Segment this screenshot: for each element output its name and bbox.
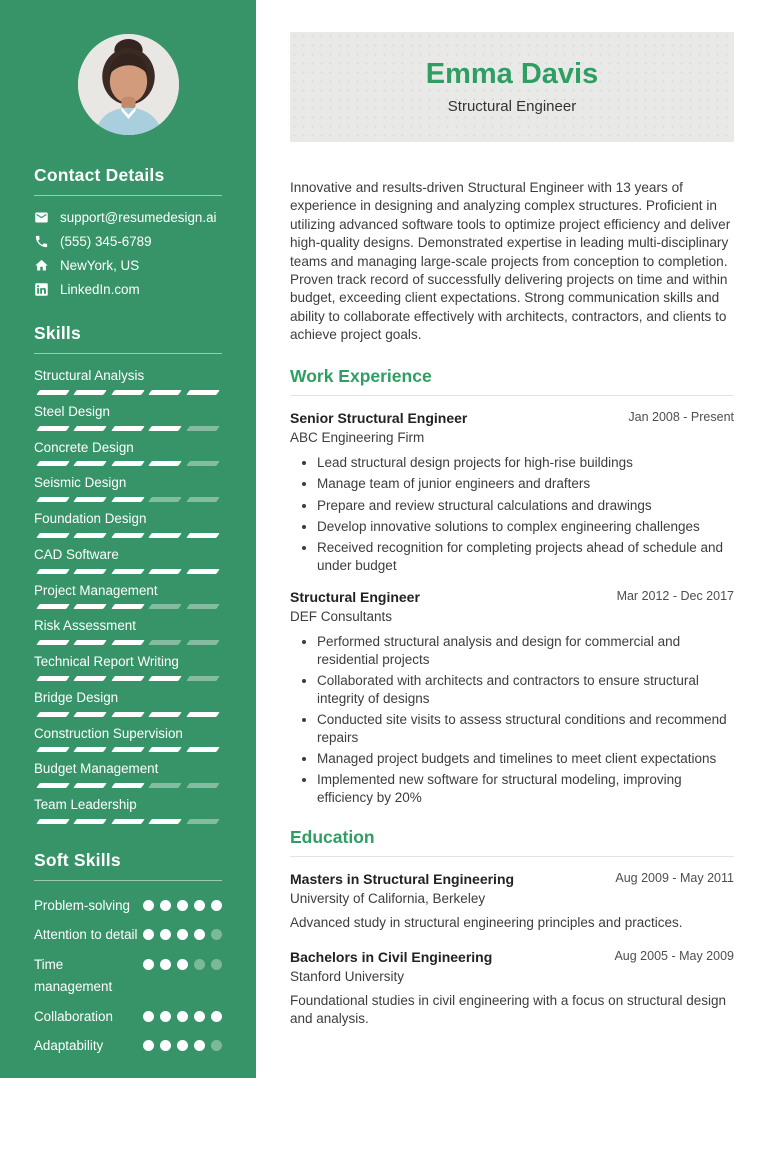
- education-school: University of California, Berkeley: [290, 891, 486, 907]
- skill-level-segment: [111, 640, 145, 645]
- bullet-item: • Received recognition for completing projects ahead of schedule and under budget: [317, 539, 734, 574]
- skill-level-segment: [111, 783, 145, 788]
- home-icon: [34, 258, 49, 273]
- soft-skills-divider: [34, 880, 222, 881]
- skill-level-segment: [186, 604, 220, 609]
- job-entry: [290, 588, 734, 806]
- job-company: ABC Engineering Firm: [290, 429, 425, 445]
- soft-skill-dot: [194, 959, 205, 970]
- skill-item: [34, 583, 222, 610]
- skills-section-title: Skills: [34, 323, 81, 343]
- skill-level-segment: [111, 819, 145, 824]
- skill-level-segment: [36, 497, 70, 502]
- soft-skill-level-dots: [143, 895, 222, 911]
- bullet-item: • Performed structural analysis and design for commercial and residential projects: [317, 633, 734, 668]
- skill-item: [34, 690, 222, 717]
- skill-label: Steel Design: [34, 403, 110, 419]
- skill-label: Concrete Design: [34, 439, 134, 455]
- soft-skills-section-title: Soft Skills: [34, 849, 121, 870]
- contact-location: [34, 258, 222, 273]
- skill-level-segment: [111, 426, 145, 431]
- education-degree: Bachelors in Civil Engineering: [290, 948, 493, 965]
- skill-level-bar: [34, 533, 222, 538]
- skill-label: Risk Assessment: [34, 618, 136, 634]
- skill-level-bar: [34, 604, 222, 609]
- education-description: Advanced study in structural engineering principles and practices.: [290, 915, 683, 931]
- skill-label: CAD Software: [34, 546, 119, 562]
- email-icon: [34, 210, 49, 225]
- contact-linkedin[interactable]: [34, 282, 222, 297]
- person-job-title: Structural Engineer: [447, 97, 577, 115]
- education-school: Stanford University: [290, 968, 405, 984]
- skill-label: Construction Supervision: [34, 725, 183, 741]
- skill-level-segment: [148, 747, 182, 752]
- sidebar: [0, 0, 256, 1149]
- soft-skill-label: Adaptability: [34, 1038, 104, 1054]
- person-name: Emma Davis: [425, 57, 599, 90]
- contact-phone-text: (555) 345-6789: [60, 234, 152, 249]
- skill-level-bar: [34, 712, 222, 717]
- education-degree: Masters in Structural Engineering: [290, 871, 515, 888]
- skill-level-segment: [36, 783, 70, 788]
- skill-level-bar: [34, 676, 222, 681]
- soft-skill-dot: [194, 900, 205, 911]
- skill-level-bar: [34, 426, 222, 431]
- education-description: Foundational studies in civil engineering with a focus on structural design and analysis.: [290, 992, 727, 1026]
- skill-level-segment: [36, 712, 70, 717]
- skill-item: [34, 547, 222, 574]
- skill-level-segment: [111, 533, 145, 538]
- skill-level-segment: [186, 783, 220, 788]
- skill-level-segment: [74, 497, 108, 502]
- job-header: [290, 409, 734, 427]
- skill-level-segment: [148, 783, 182, 788]
- language-chip: English: [34, 1128, 106, 1155]
- skill-level-segment: [36, 390, 70, 395]
- skill-level-segment: [186, 747, 220, 752]
- skill-item: [34, 618, 222, 645]
- bullet-item: • Managed project budgets and timelines to meet client expectations: [317, 750, 734, 767]
- soft-skill-dot: [177, 1011, 188, 1022]
- bullet-item: • Prepare and review structural calculations and drawings: [317, 497, 734, 514]
- skill-level-segment: [186, 497, 220, 502]
- skill-level-segment: [36, 604, 70, 609]
- soft-skill-dot: [211, 959, 222, 970]
- education-entry: [290, 870, 734, 932]
- soft-skill-item: [34, 895, 222, 917]
- skill-level-bar: [34, 747, 222, 752]
- skills-divider: [34, 353, 222, 354]
- skill-level-segment: [186, 676, 220, 681]
- soft-skill-dot: [160, 1040, 171, 1051]
- education-section-title: Education: [290, 827, 375, 848]
- soft-skill-item: [34, 1035, 222, 1057]
- skill-label: Structural Analysis: [34, 368, 145, 383]
- soft-skill-dot: [211, 1011, 222, 1022]
- soft-skill-dot: [160, 900, 171, 911]
- bullet-item: • Implemented new software for structural modeling, improving efficiency by 20%: [317, 771, 734, 806]
- skill-level-segment: [111, 497, 145, 502]
- skill-label: Bridge Design: [34, 689, 119, 705]
- soft-skill-level-dots: [143, 924, 222, 940]
- skill-level-segment: [148, 604, 182, 609]
- work-experience-section-title: Work Experience: [290, 365, 432, 386]
- soft-skill-dot: [160, 929, 171, 940]
- job-bullets: [290, 633, 734, 806]
- soft-skill-level-dots: [143, 954, 222, 970]
- contact-divider: [34, 195, 222, 196]
- languages-list: [34, 1128, 222, 1155]
- skill-level-bar: [34, 461, 222, 466]
- contact-linkedin-text: LinkedIn.com: [60, 282, 140, 297]
- skill-level-segment: [111, 747, 145, 752]
- soft-skill-dot: [177, 959, 188, 970]
- languages-section-title: Languages: [34, 1082, 129, 1103]
- skill-level-segment: [36, 461, 70, 466]
- skill-label: Team Leadership: [34, 797, 137, 812]
- soft-skill-dot: [194, 1011, 205, 1022]
- main-content: [256, 0, 768, 1078]
- skill-label: Seismic Design: [34, 475, 127, 491]
- contact-phone[interactable]: [34, 234, 222, 249]
- skill-item: [34, 761, 222, 788]
- skill-level-segment: [148, 819, 182, 824]
- avatar-illustration: [78, 34, 179, 135]
- skill-level-segment: [74, 390, 108, 395]
- soft-skill-label: Attention to detail: [34, 927, 138, 943]
- skill-item: [34, 726, 222, 753]
- skill-level-segment: [186, 712, 220, 717]
- skill-level-segment: [74, 747, 108, 752]
- skill-level-segment: [74, 712, 108, 717]
- skill-level-segment: [74, 426, 108, 431]
- soft-skill-item: [34, 1006, 222, 1028]
- skill-label: Budget Management: [34, 761, 159, 777]
- education-header: [290, 948, 734, 966]
- soft-skill-dot: [160, 1011, 171, 1022]
- contact-email[interactable]: [34, 210, 222, 225]
- work-experience-divider: [290, 395, 734, 396]
- skill-level-segment: [186, 819, 220, 824]
- skill-level-bar: [34, 497, 222, 502]
- skill-level-segment: [74, 783, 108, 788]
- name-banner: [290, 32, 734, 142]
- skill-level-segment: [148, 676, 182, 681]
- skill-level-segment: [186, 390, 220, 395]
- skill-level-segment: [74, 604, 108, 609]
- skill-level-segment: [74, 640, 108, 645]
- skill-level-segment: [148, 426, 182, 431]
- skill-level-bar: [34, 569, 222, 574]
- skill-level-segment: [74, 819, 108, 824]
- job-role: Senior Structural Engineer: [290, 409, 468, 426]
- skill-level-segment: [111, 461, 145, 466]
- job-dates: Mar 2012 - Dec 2017: [616, 589, 734, 604]
- education-header: [290, 870, 734, 888]
- bullet-item: • Manage team of junior engineers and drafters: [317, 475, 734, 492]
- skill-level-segment: [111, 712, 145, 717]
- job-entry: [290, 409, 734, 575]
- bullet-item: • Conducted site visits to assess structural conditions and recommend repairs: [317, 711, 734, 746]
- skill-level-segment: [148, 390, 182, 395]
- skill-item: [34, 368, 222, 395]
- skill-level-segment: [74, 569, 108, 574]
- skill-level-segment: [36, 819, 70, 824]
- soft-skill-item: [34, 954, 222, 997]
- skill-level-segment: [186, 569, 220, 574]
- skill-level-segment: [36, 533, 70, 538]
- skill-level-segment: [36, 569, 70, 574]
- skill-level-segment: [148, 533, 182, 538]
- skill-item: [34, 797, 222, 824]
- skill-item: [34, 511, 222, 538]
- soft-skill-level-dots: [143, 1035, 222, 1051]
- contact-section-title: Contact Details: [34, 165, 165, 185]
- skill-level-bar: [34, 640, 222, 645]
- contact-email-text: support@resumedesign.ai: [60, 210, 217, 225]
- education-dates: Aug 2005 - May 2009: [614, 948, 734, 963]
- education-divider: [290, 856, 734, 857]
- skill-item: [34, 475, 222, 502]
- skill-level-segment: [148, 497, 182, 502]
- soft-skill-dot: [177, 1040, 188, 1051]
- skill-level-bar: [34, 783, 222, 788]
- skill-level-segment: [148, 461, 182, 466]
- skill-level-segment: [74, 461, 108, 466]
- soft-skills-list: [34, 895, 222, 1057]
- soft-skill-dot: [160, 959, 171, 970]
- soft-skill-dot: [177, 929, 188, 940]
- skill-label: Project Management: [34, 582, 158, 598]
- language-chip: Spanish: [116, 1128, 192, 1155]
- soft-skill-dot: [211, 1040, 222, 1051]
- soft-skill-dot: [143, 959, 154, 970]
- bullet-item: • Lead structural design projects for high-rise buildings: [317, 454, 734, 471]
- soft-skill-item: [34, 924, 222, 946]
- bullet-item: • Develop innovative solutions to complex engineering challenges: [317, 518, 734, 535]
- bullet-item: • Collaborated with architects and contractors to ensure structural integrity of designs: [317, 672, 734, 707]
- education-entry: [290, 948, 734, 1029]
- skill-level-segment: [186, 426, 220, 431]
- soft-skill-dot: [211, 900, 222, 911]
- job-bullets: [290, 454, 734, 574]
- skill-level-segment: [186, 461, 220, 466]
- soft-skill-dot: [194, 1040, 205, 1051]
- skill-level-segment: [186, 533, 220, 538]
- skill-level-segment: [111, 676, 145, 681]
- soft-skill-dot: [194, 929, 205, 940]
- education-dates: Aug 2009 - May 2011: [615, 871, 734, 886]
- skill-level-segment: [36, 426, 70, 431]
- skill-item: [34, 404, 222, 431]
- soft-skill-level-dots: [143, 1006, 222, 1022]
- soft-skill-dot: [211, 929, 222, 940]
- job-header: [290, 588, 734, 606]
- skill-level-segment: [111, 390, 145, 395]
- skill-level-segment: [111, 604, 145, 609]
- soft-skill-dot: [177, 900, 188, 911]
- soft-skill-dot: [143, 929, 154, 940]
- skill-level-segment: [148, 640, 182, 645]
- skill-level-segment: [74, 533, 108, 538]
- job-role: Structural Engineer: [290, 589, 420, 606]
- job-company: DEF Consultants: [290, 609, 393, 625]
- skill-level-segment: [111, 569, 145, 574]
- skill-level-bar: [34, 819, 222, 824]
- skill-level-segment: [74, 676, 108, 681]
- linkedin-icon: [34, 282, 49, 297]
- languages-divider: [34, 1113, 222, 1114]
- skill-label: Technical Report Writing: [34, 654, 179, 669]
- skill-level-segment: [148, 569, 182, 574]
- soft-skill-label: Collaboration: [34, 1008, 113, 1024]
- soft-skill-dot: [143, 1011, 154, 1022]
- skills-list: [34, 368, 222, 824]
- skill-item: [34, 440, 222, 467]
- skill-level-segment: [36, 747, 70, 752]
- soft-skill-dot: [143, 900, 154, 911]
- skill-level-segment: [36, 640, 70, 645]
- skill-level-segment: [186, 640, 220, 645]
- job-dates: Jan 2008 - Present: [628, 409, 734, 424]
- skill-level-segment: [148, 712, 182, 717]
- skill-level-bar: [34, 390, 222, 395]
- professional-summary: Innovative and results-driven Structural Engineer with 13 years of experience in designing and analyzing complex structures. Proficient in utilizing advanced software tools to optimize project efficiency and deliver high-quality designs. Demonstrated expertise in leading multi-disciplinary teams and managing large-scale projects from conception to completion. Proven track record of successfully delivering projects on time and within budget, exceeding client expectations. Strong communication skills and ability to collaborate effectively with architects, contractors, and clients to achieve project goals.: [290, 180, 731, 343]
- soft-skill-label: Time management: [34, 957, 113, 994]
- soft-skill-dot: [143, 1040, 154, 1051]
- skill-label: Foundation Design: [34, 511, 147, 526]
- skill-item: [34, 654, 222, 681]
- contact-location-text: NewYork, US: [60, 258, 140, 273]
- phone-icon: [34, 234, 49, 249]
- soft-skill-label: Problem-solving: [34, 897, 131, 913]
- skill-level-segment: [36, 676, 70, 681]
- profile-photo: [78, 34, 179, 135]
